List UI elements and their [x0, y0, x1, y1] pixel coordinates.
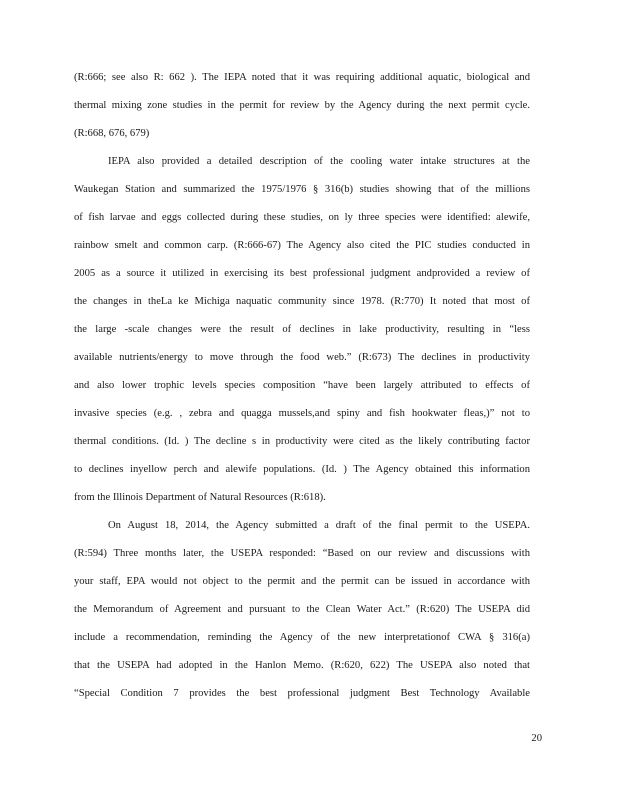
text-line: invasive species (e.g. , zebra and quagga mussels,and spiny and fish hookwater fleas,)” not to [74, 408, 530, 419]
paragraph-first-line: On August 18, 2014, the Agency submitted a draft of the final permit to the USEPA. [108, 520, 530, 531]
text-line: rainbow smelt and common carp. (R:666-67) The Agency also cited the PIC studies conducted in [74, 240, 530, 251]
text-line: that the USEPA had adopted in the Hanlon Memo. (R:620, 622) The USEPA also noted that [74, 660, 530, 671]
text-line: the Memorandum of Agreement and pursuant to the Clean Water Act.” (R:620) The USEPA did [74, 604, 530, 615]
text-line: the large -scale changes were the result of declines in lake productivity, resulting in “less [74, 324, 530, 335]
text-line: include a recommendation, reminding the Agency of the new interpretationof CWA § 316(a) [74, 632, 530, 643]
text-line: 2005 as a source it utilized in exercising its best professional judgment andprovided a review of [74, 268, 530, 279]
page-number: 20 [531, 733, 542, 744]
text-line: your staff, EPA would not object to the permit and the permit can be issued in accordance with [74, 576, 530, 587]
text-line: the changes in theLa ke Michiga naquatic community since 1978. (R:770) It noted that most of [74, 296, 530, 307]
text-line: thermal conditions. (Id. ) The decline s in productivity were cited as the likely contributing factor [74, 436, 530, 447]
text-line: (R:666; see also R: 662 ). The IEPA noted that it was requiring additional aquatic, biological and [74, 72, 530, 83]
text-line: Waukegan Station and summarized the 1975/1976 § 316(b) studies showing that of the millions [74, 184, 530, 195]
text-line: “Special Condition 7 provides the best professional judgment Best Technology Available [74, 688, 530, 699]
text-line: available nutrients/energy to move through the food web.” (R:673) The declines in productivity [74, 352, 530, 363]
text-line: and also lower trophic levels species composition “have been largely attributed to effects of [74, 380, 530, 391]
paragraph-first-line: IEPA also provided a detailed description of the cooling water intake structures at the [108, 156, 530, 167]
text-line: from the Illinois Department of Natural Resources (R:618). [74, 492, 326, 503]
text-line: of fish larvae and eggs collected during these studies, on ly three species were identified: alewife, [74, 212, 530, 223]
text-line: to declines inyellow perch and alewife populations. (Id. ) The Agency obtained this information [74, 464, 530, 475]
text-line: (R:668, 676, 679) [74, 128, 150, 139]
text-line: thermal mixing zone studies in the permit for review by the Agency during the next permit cycle. [74, 100, 530, 111]
text-line: (R:594) Three months later, the USEPA responded: “Based on our review and discussions with [74, 548, 530, 559]
